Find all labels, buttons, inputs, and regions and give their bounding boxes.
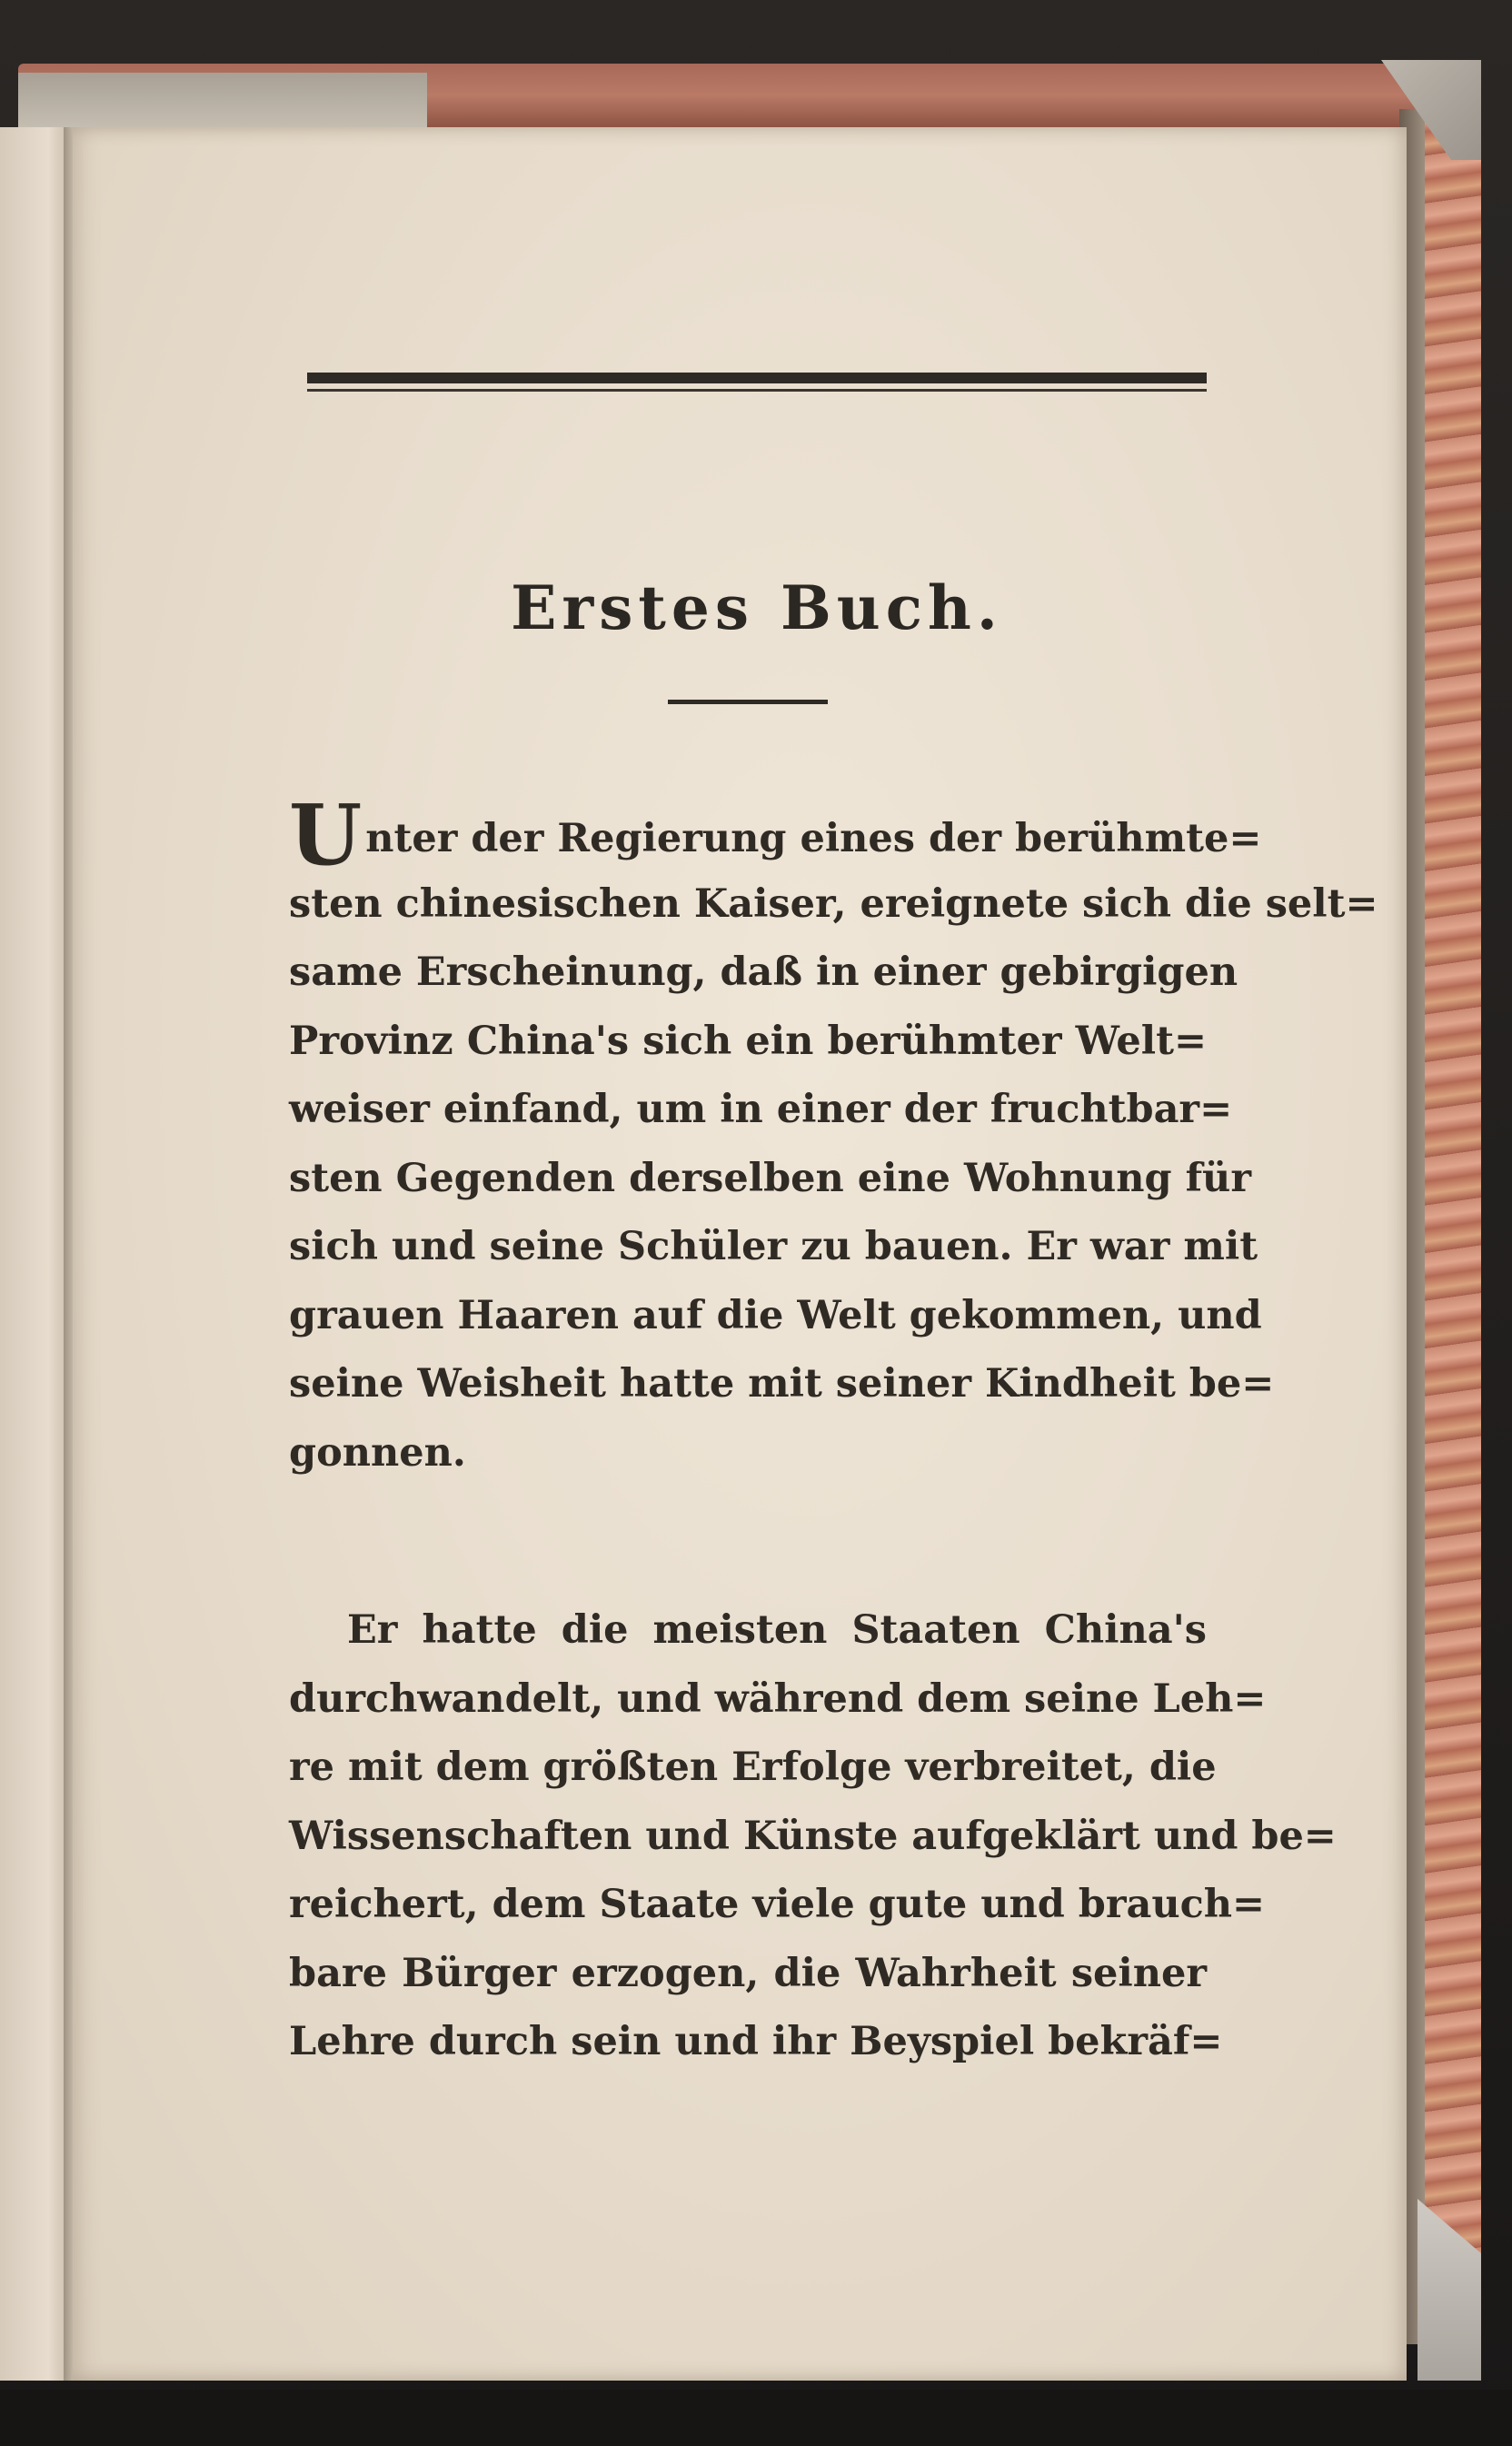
marbled-cover-edge [1418,109,1481,2344]
paragraph-1 [289,786,1378,1487]
text-line: Lehre durch sein und ihr Beyspiel bekräf= [289,2019,1223,2064]
header-rule [307,373,1207,383]
previous-page-edge [0,127,69,2381]
text-line: sten Gegenden derselben eine Wohnung für [289,1155,1251,1201]
text-line: sten chinesischen Kaiser, ereignete sich die selt= [289,880,1378,927]
text-line: re mit dem größten Erfolge verbreitet, die [289,1745,1217,1790]
text-line: same Erscheinung, daß in einer gebirgigen [289,950,1238,995]
text-line: grauen Haaren auf die Welt gekommen, und [289,1292,1262,1338]
text-line [289,786,1262,884]
text-line: sich und seine Schüler zu bauen. Er war mit [289,1224,1258,1269]
paragraph-2 [289,1596,1337,2077]
text-line: reichert, dem Staate viele gute und brauch= [289,1882,1266,1927]
first-line-rest: nter der Regierung eines der berühmte= [365,816,1262,861]
text-line: Er hatte die meisten Staaten China's [347,1607,1207,1653]
scan-background-bottom [0,2390,1512,2446]
heading-divider [668,700,828,704]
text-line: weiser einfand, um in einer der fruchtbar= [289,1087,1233,1132]
text-line: gonnen. [289,1429,466,1476]
text-line: durchwandelt, und während dem seine Leh= [289,1675,1267,1722]
text-line: Wissenschaften und Künste aufgeklärt und be= [289,1813,1337,1859]
drop-cap: U [289,786,363,884]
text-line: Provinz China's sich ein berühmter Welt= [289,1018,1207,1064]
cover-top-left-edge [18,73,427,127]
text-line: bare Bürger erzogen, die Wahrheit seiner [289,1950,1207,1996]
header-rule-thin [307,389,1207,392]
text-line: seine Weisheit hatte mit seiner Kindheit be= [289,1361,1275,1407]
chapter-heading: Erstes Buch. [511,572,1003,643]
